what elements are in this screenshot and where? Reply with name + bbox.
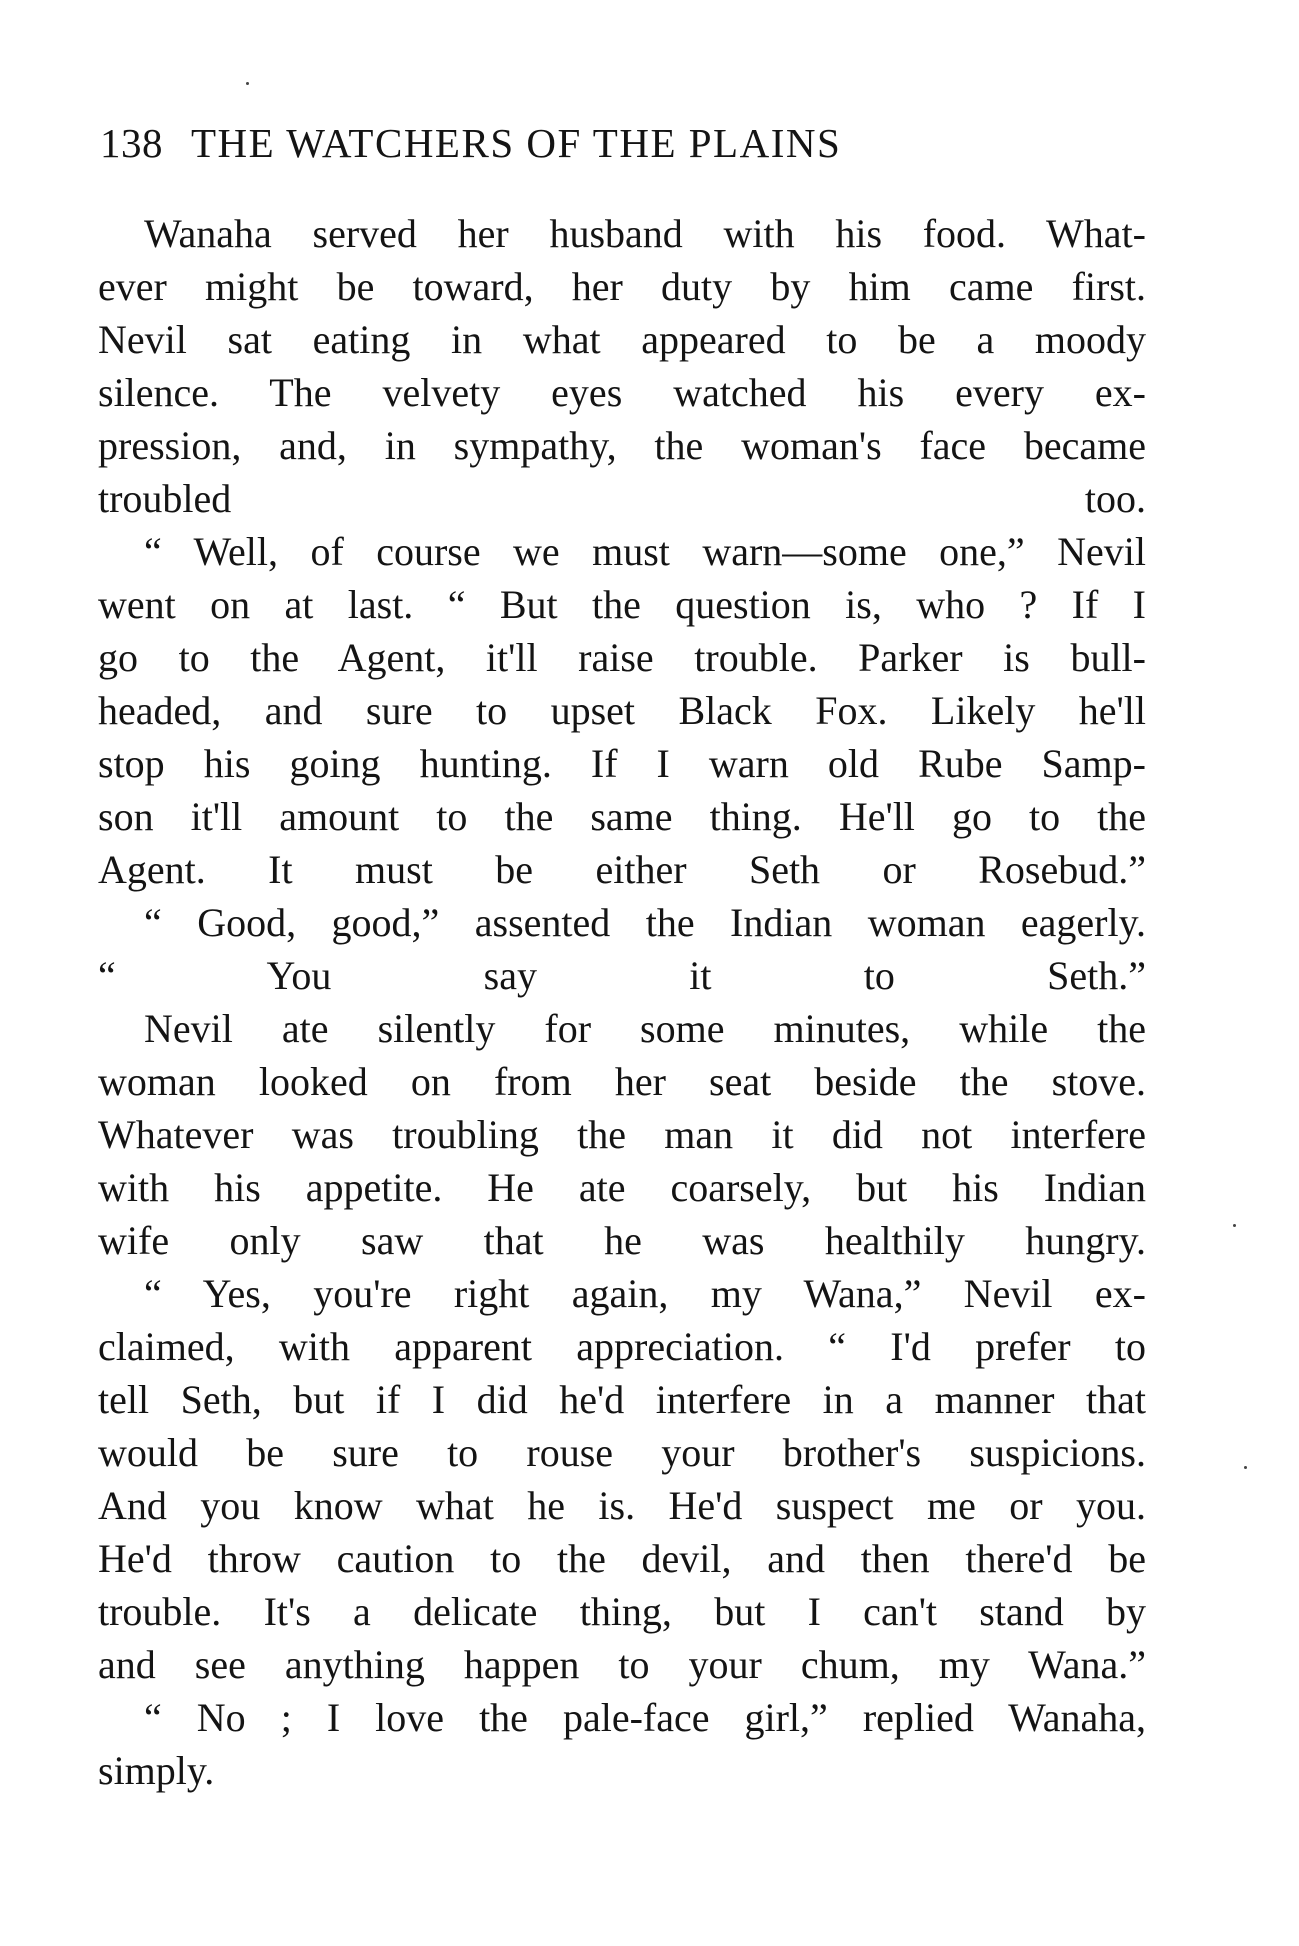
paragraph (98, 1002, 1146, 1267)
text-line: would be sure to rouse your brother's suspicions. (98, 1430, 1146, 1475)
text-line: troubled too. (98, 476, 1146, 521)
scan-speck (1233, 1224, 1236, 1227)
text-line: Nevil ate silently for some minutes, while the (144, 1006, 1146, 1051)
text-line: Agent. It must be either Seth or Rosebud.” (98, 847, 1146, 892)
text-line: “ Good, good,” assented the Indian woman eagerly. (144, 900, 1146, 945)
text-line: “ Well, of course we must warn—some one,” Nevil (144, 529, 1146, 574)
paragraph (98, 1691, 1146, 1797)
body-text (98, 207, 1146, 1797)
paragraph (98, 525, 1146, 896)
text-line: “ Yes, you're right again, my Wana,” Nevil ex- (144, 1271, 1146, 1316)
text-line: He'd throw caution to the devil, and then there'd be (98, 1536, 1146, 1581)
text-line: go to the Agent, it'll raise trouble. Parker is bull- (98, 635, 1146, 680)
text-line: Whatever was troubling the man it did not interfere (98, 1112, 1146, 1157)
paragraph (98, 896, 1146, 1002)
text-line: pression, and, in sympathy, the woman's face became (98, 423, 1146, 468)
running-title: THE WATCHERS OF THE PLAINS (191, 120, 842, 166)
scan-speck (246, 82, 249, 85)
text-line: ever might be toward, her duty by him came first. (98, 264, 1146, 309)
text-line: tell Seth, but if I did he'd interfere in a manner that (98, 1377, 1146, 1422)
text-line: claimed, with apparent appreciation. “ I'd prefer to (98, 1324, 1146, 1369)
scan-speck (1244, 1466, 1247, 1469)
paragraph (98, 207, 1146, 525)
text-line: And you know what he is. He'd suspect me or you. (98, 1483, 1146, 1528)
running-header (100, 118, 1020, 168)
text-line: simply. (98, 1748, 215, 1793)
paragraph (98, 1267, 1146, 1691)
text-line: silence. The velvety eyes watched his every ex- (98, 370, 1146, 415)
text-line: stop his going hunting. If I warn old Rube Samp- (98, 741, 1146, 786)
text-line: trouble. It's a delicate thing, but I can't stand by (98, 1589, 1146, 1634)
text-line: went on at last. “ But the question is, who ? If I (98, 582, 1146, 627)
text-line: Nevil sat eating in what appeared to be a moody (98, 317, 1146, 362)
text-line: wife only saw that he was healthily hungry. (98, 1218, 1146, 1263)
text-line: and see anything happen to your chum, my Wana.” (98, 1642, 1146, 1687)
text-line: “ No ; I love the pale-face girl,” replied Wanaha, (144, 1695, 1146, 1740)
page-number: 138 (100, 120, 163, 166)
text-line: with his appetite. He ate coarsely, but his Indian (98, 1165, 1146, 1210)
text-line: “ You say it to Seth.” (98, 953, 1146, 998)
text-line: son it'll amount to the same thing. He'll go to the (98, 794, 1146, 839)
text-line: woman looked on from her seat beside the stove. (98, 1059, 1146, 1104)
text-line: Wanaha served her husband with his food. What- (144, 211, 1146, 256)
text-line: headed, and sure to upset Black Fox. Likely he'll (98, 688, 1146, 733)
